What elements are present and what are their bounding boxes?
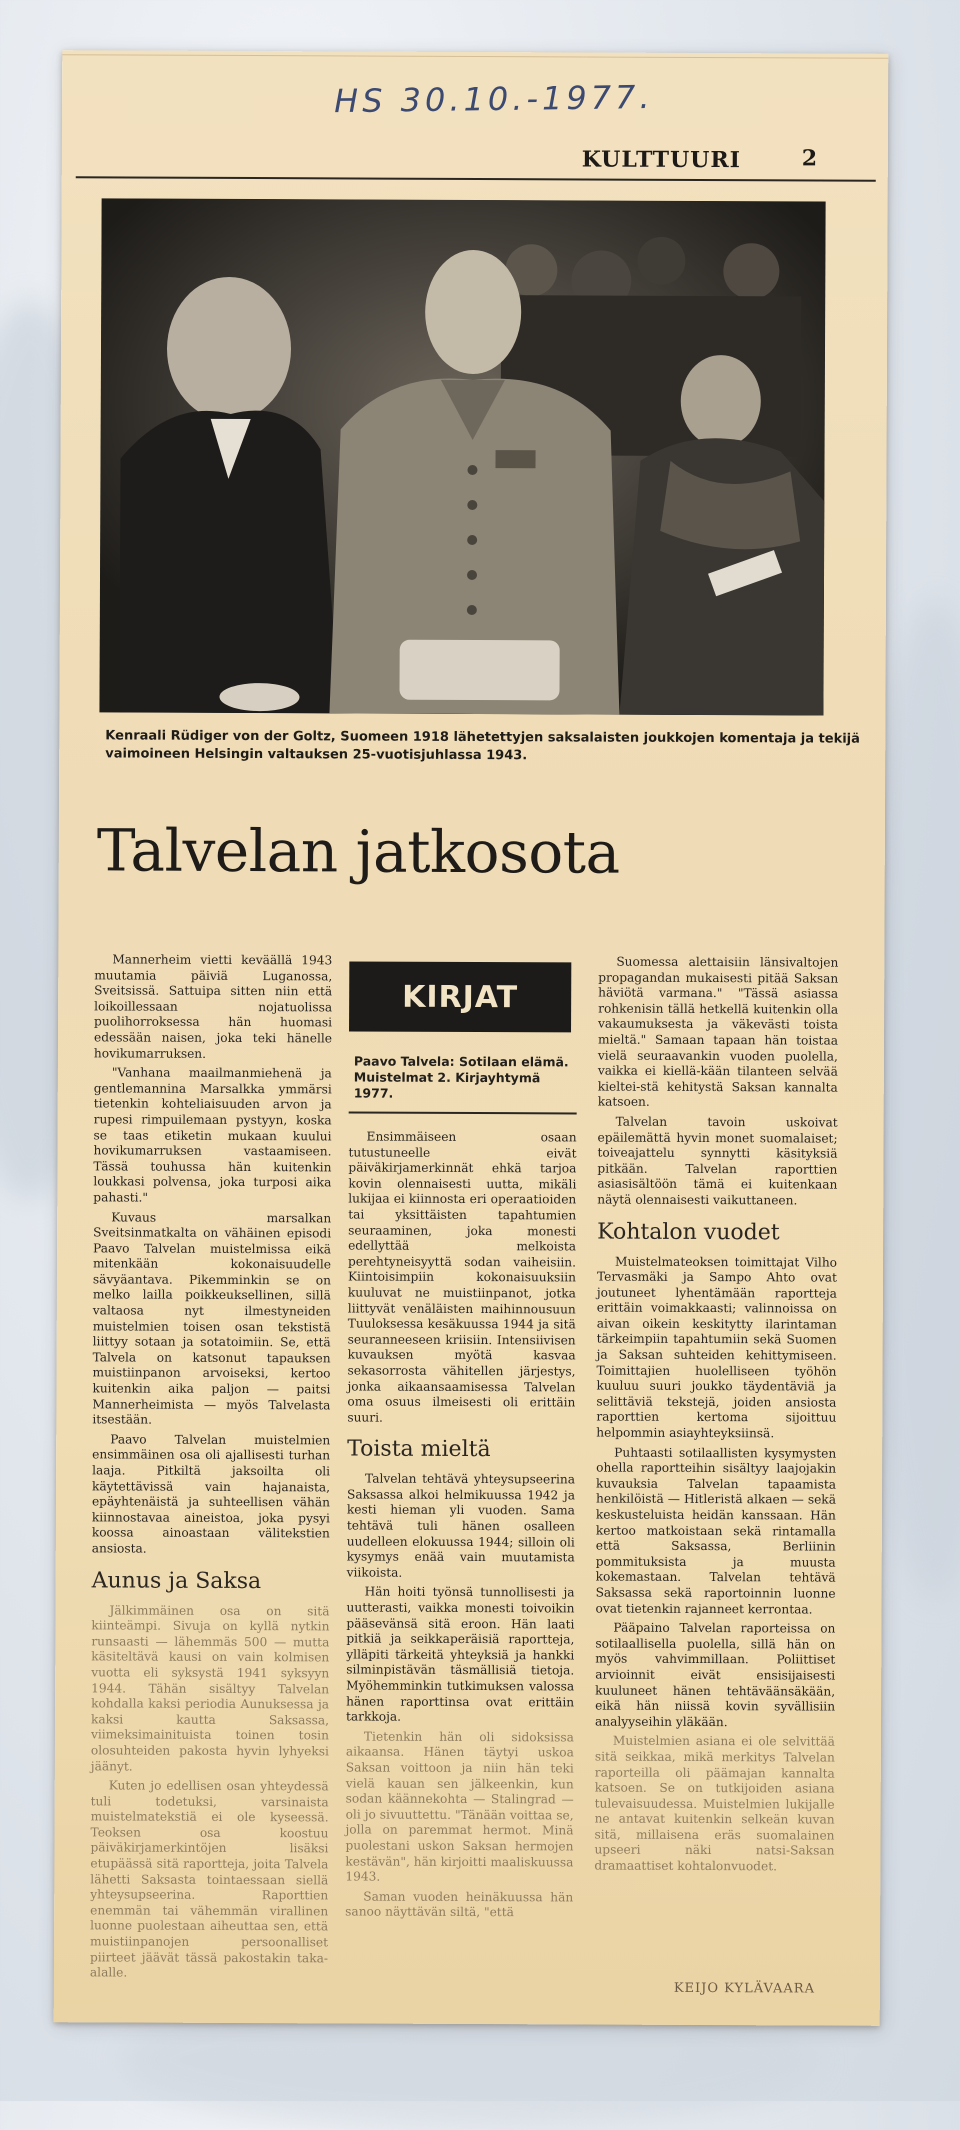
paragraph: Pääpaino Talvelan raporteissa on sotilaallisella puolella, sillä hän on myös vahvimmillaan. Poliittiset arvioinnit eivät ensisijaisesti kuuluneet hänen tehtäväänsäkään, eikä hän niissä kovin syvällisiin analyyseihin yläkään. <box>594 1620 836 1729</box>
news-photograph <box>99 198 825 715</box>
paragraph: "Vanhana maailmanmiehenä ja gentlemannina Marsalkka ymmärsi tietenkin kohteliaisuuden arvon ja rupesi rimpuilemaan pystyyn, koska se taas etiketin mukaan kuului hovikumarruksen vastaamiseen. Tässä touhussa hän kuitenkin loukkasi polvensa, joka turposi aika pahasti." <box>93 1065 332 1205</box>
paragraph: Saman vuoden heinäkuussa hän sanoo näyttävän siltä, "että <box>345 1889 574 1920</box>
article-column-1 <box>90 952 333 1986</box>
paragraph: Muistelmien asiana ei ole selvittää sitä seikkaa, mikä merkitys Talvelan raporteilla oli päämajan kannalta katsoen. Se on tutkijoiden asiana tulevaisuudessa. Muistelmien lukijalle ne antavat kuitenkin selkeän kuvan sitä, millaisena eräs suomalainen upseeri näki natsi-Saksan dramaattiset kohtalonvuodet. <box>594 1733 835 1874</box>
paragraph: Talvelan tavoin uskoivat epäilemättä hyvin monet suomalaiset; toiveajattelu synnytti käsityksiä pitkään. Talvelan raporttien asiasisältöön tämä ei kuitenkaan näytä olennaisesti vaikuttaneen. <box>597 1114 838 1208</box>
author-byline: KEIJO KYLÄVAARA <box>673 1980 816 1997</box>
book-info-rule <box>349 1111 577 1114</box>
paragraph: Puhtaasti sotilaallisten kysymysten ohella raportteihin sisältyy laajojakin kuvauksia Talvelan tapaamista henkilöistä — Hitleristä alkaen — sekä keskusteluista heidän kanssaan. Hän kertoo matkoistaan sekä rintamalla että Saksassa, Berliinin pommituksista ja muusta kokemastaan. Talvelan tehtävä Saksassa sekä raportoinnin luonne ovat tietenkin rajanneet kerrontaa. <box>595 1445 837 1617</box>
paper-edge <box>62 54 888 59</box>
paragraph: Suomessa alettaisiin länsivaltojen propagandan mukaisesti pitää Saksan häviötä varmana." "Tässä asiassa rohkenisin tällä hetkellä kuitenkin olla vakaumuksesta ja väkevästi toista mieltä." Samaan tapaan hän toistaa vielä seuraavankin vuoden puolella, vaikka ei kiellä-kään tilanteen selvää kieltei-stä kehitystä Saksan kannalta katsoen. <box>597 954 839 1110</box>
article-headline: Talvelan jatkosota <box>96 816 620 887</box>
article-column-3 <box>594 955 838 1880</box>
paragraph: Ensimmäiseen osaan tutustuneelle eivät päiväkirjamerkinnät ehkä tarjoa kovin olennaisesti uutta, mikäli lukijaa ei kiinnosta eri operaatioiden tai yksittäisten tapahtumien seuraaminen, joka monesti edellyttää melkoista perehtyneisyyttä sodan vaiheisiin. Kiintoisimpiin kokonaisuuksiin kuuluvat ne muistiinpanot, jotka liittyvät venäläisten maihinnousuun Tuuloksessa kesäkuussa 1944 ja sitä seuranneeseen kriisiin. Intensiivisen kuvauksen myötä kasvaa sekasorrosta vähitellen järjestys, jonka aikaansaamisessa Talvelan oma osuus ilmeisesti oli erittäin suuri. <box>347 1129 577 1425</box>
newspaper-clipping <box>54 50 889 2026</box>
paragraph: Kuten jo edellisen osan yhteydessä tuli todetuksi, varsinaista muistelmatekstiä ei ole kyseessä. Teoksen osa koostuu päiväkirjamerkintöjen lisäksi etupäässä sitä raportteja, joita Talvela lähetti Saksasta tointaessaan siellä yhteysupseerina. Raporttien enemmän tai vähemmän virallinen luonne puolestaan aiheuttaa sen, että muistiinpanojen persoonalliset piirteet jäävät tässä pakostakin taka-alalle. <box>89 1778 329 1980</box>
photo-caption: Kenraali Rüdiger von der Goltz, Suomeen 1918 lähetettyjen saksalaisten joukkojen komentaja ja tekijä vaimoineen Helsingin valtauksen 25-vuotisjuhlassa 1943. <box>105 728 860 764</box>
paragraph: Talvelan tehtävä yhteysupseerina Saksassa alkoi helmikuussa 1942 ja kesti hieman yli vuoden. Sama tehtävä tuli hänen osalleen uudelleen elokuussa 1944; silloin oli kysymys enää vain muutamista viikoista. <box>346 1471 576 1580</box>
header-rule <box>76 176 876 181</box>
paragraph: Mannerheim vietti keväällä 1943 muutamia päiviä Luganossa, Sveitsissä. Sattuipa sitten niin että loikoillessaan nojatuolissa puolihorroksessa hän huomasi edessään naisen, joka teki hänelle hovikumarruksen. <box>93 952 333 1061</box>
photo-image <box>99 198 825 715</box>
paragraph: Hän hoiti työnsä tunnollisesti ja uutterasti, vaikka monesti toivoikin pääsevänsä sitä eroon. Hän laati pitkiä ja seikkaperäisiä raportteja, ylläpiti tärkeitä yhteyksiä ja hankki silminpistävän täsmällisiä tietoja. Myöhemminkin tutkimuksen valossa hänen raporttinsa ovat erittäin tarkkoja. <box>346 1584 575 1724</box>
paragraph: Kuvaus marsalkan Sveitsinmatkalta on vähäinen episodi Paavo Talvelan muistelmissa eikä mitenkään kokonaisuudelle sävyäantava. Pikemminkin se on melko lailla poikkeuksellinen, sillä valtaosa nyt ilmestyneiden muistelmien toisen osan tekstistä liittyy sotaan ja sotatoimiin. Se, että Talvela on katsonut tapauksen muistiinpanon arvoiseksi, kertoo kuitenkin aika paljon — paitsi Mannerheimista — myös Talvelasta itsestään. <box>92 1209 332 1427</box>
paragraph: Jälkimmäinen osa on sitä kiinteämpi. Sivuja on kyllä nytkin runsaasti — lähemmäs 500 — mutta käsiteltävä kausi on vain kolmisen vuotta eli syksystä 1941 syksyyn 1944. Tähän sisältyy Talvelan kohdalla kaksi periodia Aunuksessa ja kaksi kautta Saksassa, viimeksimainituista toinen tosin olosuhteiden pakosta hyvin lyhyeksi jäänyt. <box>90 1602 330 1774</box>
page-number: 2 <box>801 145 818 172</box>
subheading: Aunus ja Saksa <box>91 1567 262 1594</box>
book-info: Paavo Talvela: Sotilaan elämä. Muistelmat 2. Kirjayhtymä 1977. <box>353 1053 569 1101</box>
paragraph: Paavo Talvelan muistelmien ensimmäinen osa oli ajallisesti turhan laaja. Pitkiltä jaksoilta oli käytettävissä vain hajanaista, epäyhtenäistä ja suhteellisen vähän kiinnostavaa aineistoa, joka pysyi koossa ainoastaan välitekstien ansiosta. <box>91 1432 331 1556</box>
article-column-2 <box>345 1129 576 1925</box>
section-heading: KULTTUURI <box>581 146 741 174</box>
books-badge: KIRJAT <box>349 961 571 1032</box>
paragraph: Tietenkin hän oli sidoksissa aikaansa. Hänen täytyi uskoa Saksan voittoon ja niin hän teki vielä kauan sen jälkeenkin, kun sodan käännekohta — Stalingrad — oli jo sivuuttettu. "Tänään voittaa se, jolla on paremmat hermot. Minä puolestani uskon Saksan hermojen kestävän", hän kirjoitti maaliskuussa 1943. <box>345 1729 574 1884</box>
subheading: Kohtalon vuodet <box>597 1219 780 1245</box>
subheading: Toista mieltä <box>347 1436 491 1463</box>
handwritten-date: HS 30.10.-1977. <box>333 78 654 121</box>
paragraph: Muistelmateoksen toimittajat Vilho Tervasmäki ja Sampo Ahto ovat joutuneet lyhentämään raportteja erittäin voimakkaasti; valinnoissa on aivan oikein keskitytty ilarintaman tärkeimpiin tapahtumiin sekä Suomen ja Saksan suhteiden kehittymiseen. Toimittajien huolelliseen työhön kuuluu suuri joukko täydentäviä ja selittäviä tekstejä, joiden ansiosta raporttien kertoma sijoittuu helpommin asiayhteyksiinsä. <box>596 1254 838 1441</box>
